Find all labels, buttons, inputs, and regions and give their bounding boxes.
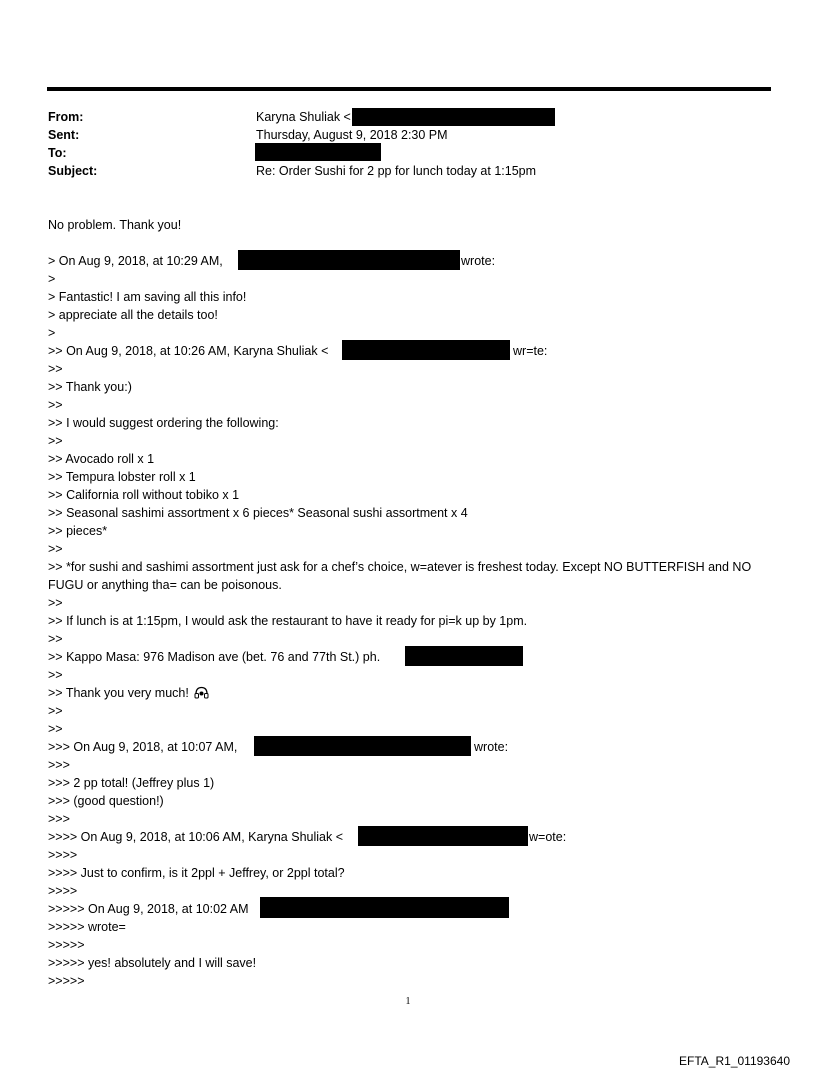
body-line (48, 684, 209, 702)
body-line: >>> (48, 812, 70, 826)
body-line: >> If lunch is at 1:15pm, I would ask the restaurant to have it ready for pi=k up by 1pm. (48, 614, 528, 628)
body-line: >>>>> On Aug 9, 2018, at 10:02 AM (48, 902, 249, 916)
body-line: >>> 2 pp total! (Jeffrey plus 1) (48, 776, 215, 790)
body-line: >> (48, 596, 63, 610)
body-line: >>>>> (48, 974, 85, 988)
body-line: >> California roll without tobiko x 1 (48, 488, 240, 502)
body-line: >> (48, 542, 63, 556)
body-line: >>>>> wrote= (48, 920, 126, 934)
body-line: > (48, 272, 56, 286)
redaction-from-email (352, 108, 555, 126)
sent-label: Sent: (48, 128, 80, 142)
body-line: w=ote: (529, 830, 567, 844)
to-label: To: (48, 146, 67, 160)
body-line: >>>> Just to confirm, is it 2ppl + Jeffrey, or 2ppl total? (48, 866, 345, 880)
body-line: > appreciate all the details too! (48, 308, 218, 322)
body-line: >> (48, 398, 63, 412)
body-line: wr=te: (513, 344, 548, 358)
headphones-icon (194, 686, 209, 699)
subject-label: Subject: (48, 164, 98, 178)
redaction-sender (260, 897, 509, 918)
body-line: >> (48, 722, 63, 736)
body-line: >> (48, 668, 63, 682)
body-line: >>> (48, 758, 70, 772)
sent-value: Thursday, August 9, 2018 2:30 PM (256, 128, 448, 142)
from-label: From: (48, 110, 84, 124)
body-line: No problem. Thank you! (48, 218, 182, 232)
body-line: wrote: (461, 254, 496, 268)
body-line: >>>>> yes! absolutely and I will save! (48, 956, 257, 970)
redaction-email (358, 826, 528, 846)
body-line: >> On Aug 9, 2018, at 10:26 AM, Karyna Shuliak < (48, 344, 329, 358)
body-line: >> *for sushi and sashimi assortment just ask for a chef’s choice, w=atever is freshest today. Except NO BUTTERFISH and NO FUGU or anything tha= can be poisonous. (48, 560, 752, 592)
body-line: >>> On Aug 9, 2018, at 10:07 AM, (48, 740, 238, 754)
body-line: >> Tempura lobster roll x 1 (48, 470, 196, 484)
header-rule (47, 87, 771, 91)
body-line: >> Seasonal sashimi assortment x 6 pieces* Seasonal sushi assortment x 4 (48, 506, 468, 520)
body-line: >>>> (48, 848, 78, 862)
body-line: >> Avocado roll x 1 (48, 452, 155, 466)
body-line: > On Aug 9, 2018, at 10:29 AM, (48, 254, 223, 268)
document-id: EFTA_R1_01193640 (679, 1054, 790, 1068)
body-line: >>> (good question!) (48, 794, 164, 808)
body-line: >> (48, 704, 63, 718)
body-line: >> (48, 434, 63, 448)
body-line: >> Kappo Masa: 976 Madison ave (bet. 76 and 77th St.) ph. (48, 650, 381, 664)
subject-value: Re: Order Sushi for 2 pp for lunch today at 1:15pm (256, 164, 537, 178)
body-line: >>>> On Aug 9, 2018, at 10:06 AM, Karyna Shuliak < (48, 830, 344, 844)
body-line: >> Thank you:) (48, 380, 132, 394)
body-line: > Fantastic! I am saving all this info! (48, 290, 247, 304)
thank-you-text: >> Thank you very much! (48, 686, 189, 700)
redaction-email (342, 340, 510, 360)
redaction-phone (405, 646, 523, 666)
body-line: >> (48, 632, 63, 646)
body-line: wrote: (474, 740, 509, 754)
page-number: 1 (405, 996, 411, 1007)
body-line: >>>>> (48, 938, 85, 952)
redaction-sender (254, 736, 471, 756)
redaction-to (255, 143, 381, 161)
body-line: >> I would suggest ordering the following: (48, 416, 279, 430)
from-value: Karyna Shuliak < (256, 110, 351, 124)
body-line: >> (48, 362, 63, 376)
body-line: >>>> (48, 884, 78, 898)
body-line: > (48, 326, 56, 340)
redaction-sender (238, 250, 460, 270)
body-line: >> pieces* (48, 524, 108, 538)
